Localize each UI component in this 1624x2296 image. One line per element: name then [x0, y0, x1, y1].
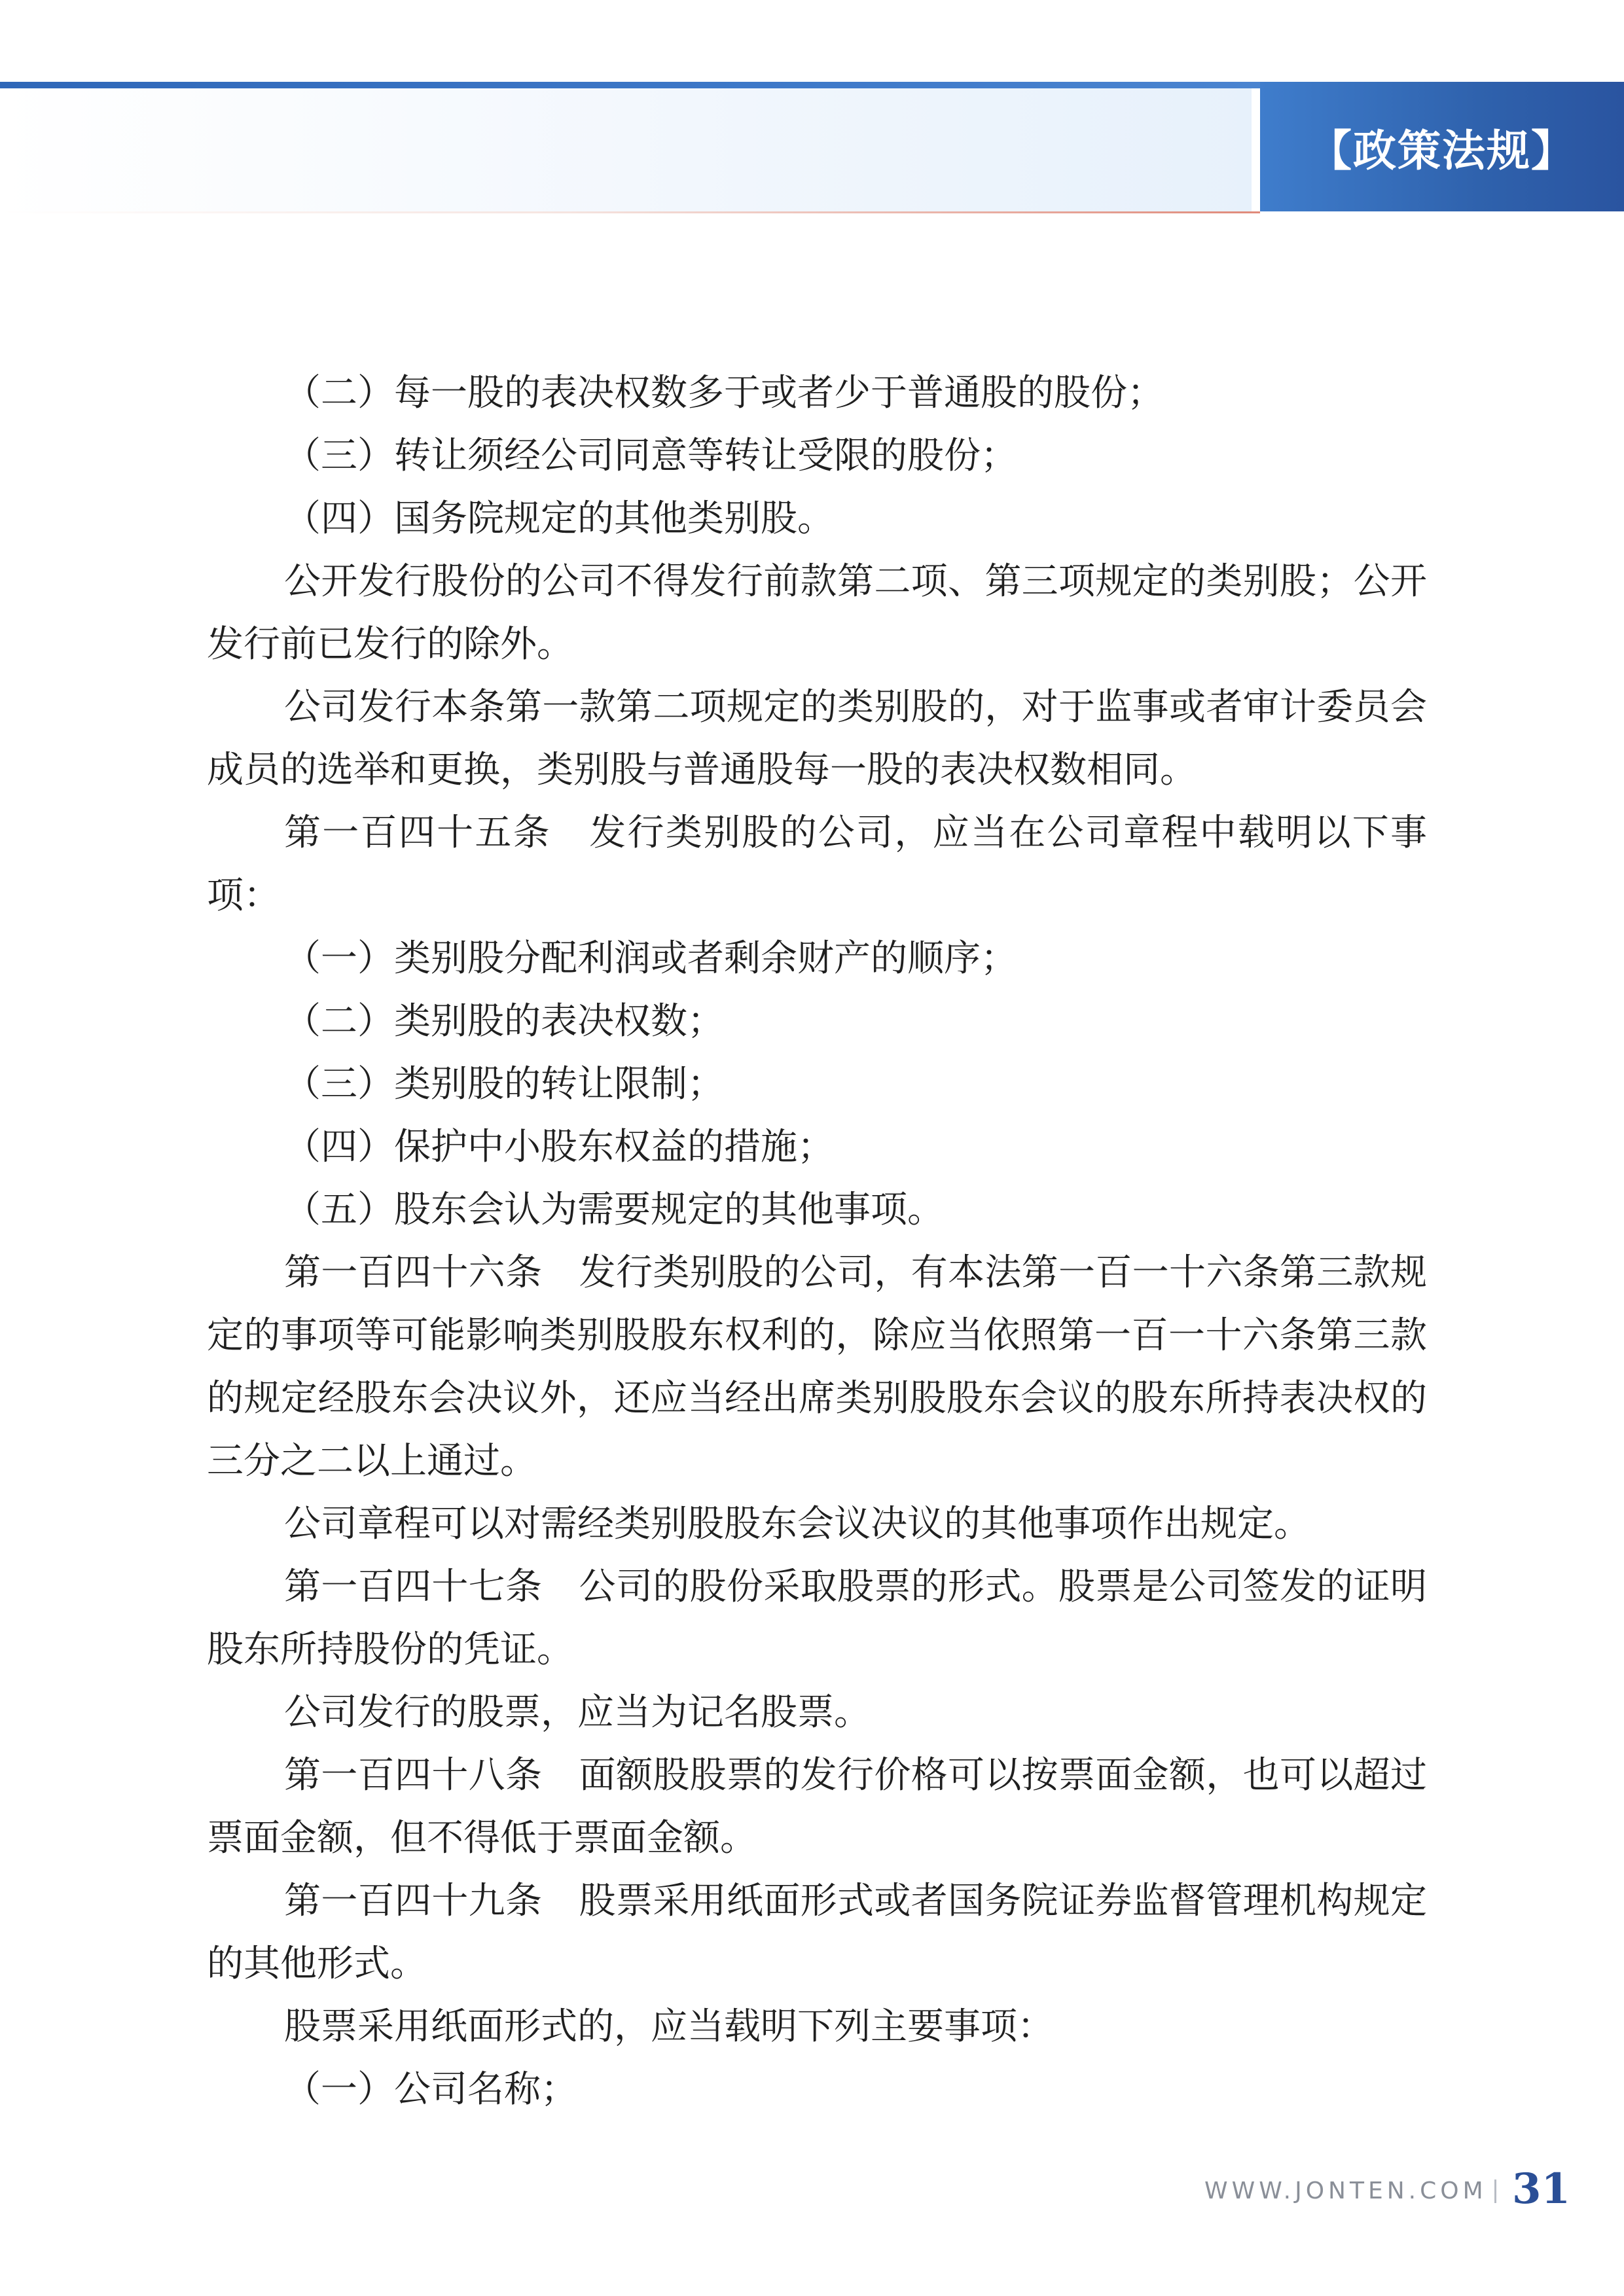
article-body — [207, 362, 1427, 2121]
header-top-rule — [0, 82, 1263, 88]
page-number: 31 — [1512, 2164, 1571, 2214]
paragraph: （五）股东会认为需要规定的其他事项。 — [284, 1189, 944, 1231]
article-149: 第一百四十九条 股票采用纸面形式或者国务院证券监督管理机构规定的其他形式。 — [207, 1880, 1427, 1985]
article-146: 第一百四十六条 发行类别股的公司，有本法第一百一十六条第三款规定的事项等可能影响类别股股东权利的，除应当依照第一百一十六条第三款的规定经股东会决议外，还应当经出席类别股股东会议的股东所持表决权的三分之二以上通过。 — [207, 1251, 1427, 1482]
article-147: 第一百四十七条 公司的股份采取股票的形式。股票是公司签发的证明股东所持股份的凭证。 — [207, 1566, 1427, 1671]
paragraph: （四）保护中小股东权益的措施； — [284, 1126, 834, 1168]
paragraph: （二）类别股的表决权数； — [284, 1000, 724, 1043]
paragraph: （三）转让须经公司同意等转让受限的股份； — [284, 435, 1017, 477]
footer-divider — [1494, 2179, 1496, 2203]
paragraph: 公司发行的股票，应当为记名股票。 — [284, 1691, 871, 1734]
paragraph: 股票采用纸面形式的，应当载明下列主要事项： — [284, 2005, 1054, 2048]
paragraph: 公司章程可以对需经类别股股东会议决议的其他事项作出规定。 — [284, 1503, 1310, 1545]
paragraph: 公开发行股份的公司不得发行前款第二项、第三项规定的类别股；公开发行前已发行的除外。 — [207, 560, 1427, 666]
article-148: 第一百四十八条 面额股股票的发行价格可以按票面金额，也可以超过票面金额，但不得低于票面金额。 — [207, 1754, 1427, 1859]
paragraph: （二）每一股的表决权数多于或者少于普通股的股份； — [284, 372, 1164, 414]
section-tab — [1260, 82, 1624, 211]
header-band — [0, 88, 1252, 211]
article-145: 第一百四十五条 发行类别股的公司，应当在公司章程中载明以下事项： — [207, 812, 1427, 917]
header-underline — [0, 211, 1260, 213]
section-label: 【政策法规】 — [1308, 124, 1576, 176]
paragraph: （一）公司名称； — [284, 2068, 577, 2111]
paragraph: （四）国务院规定的其他类别股。 — [284, 497, 834, 540]
paragraph: （三）类别股的转让限制； — [284, 1063, 724, 1105]
paragraph: （一）类别股分配利润或者剩余财产的顺序； — [284, 937, 1017, 980]
footer-website: WWW.JONTEN.COM — [1204, 2178, 1487, 2204]
paragraph: 公司发行本条第一款第二项规定的类别股的，对于监事或者审计委员会成员的选举和更换，类别股与普通股每一股的表决权数相同。 — [207, 686, 1427, 791]
